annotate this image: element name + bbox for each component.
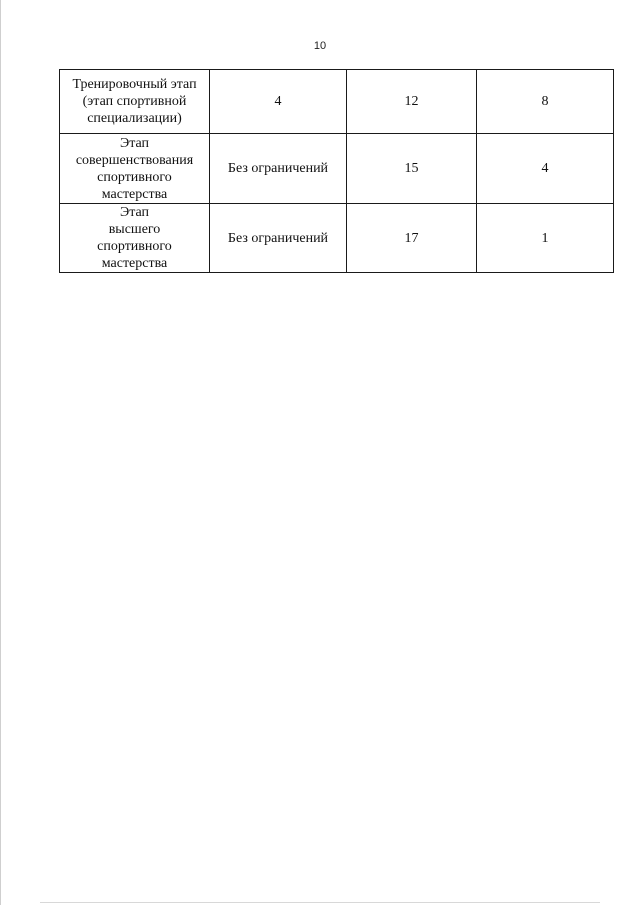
scan-edge-left — [0, 0, 1, 905]
table-cell: Без ограничений — [210, 204, 347, 273]
table-cell: 12 — [347, 70, 477, 134]
stage-name-cell: Этап высшего спортивного мастерства — [60, 204, 210, 273]
table-cell: 4 — [210, 70, 347, 134]
table-cell: 15 — [347, 134, 477, 204]
table-cell: 8 — [477, 70, 614, 134]
table-cell: Без ограничений — [210, 134, 347, 204]
table-cell: 4 — [477, 134, 614, 204]
scan-edge-bottom — [40, 902, 600, 903]
stage-name-cell: Тренировочный этап (этап спортивной специализации) — [60, 70, 210, 134]
page-number: 10 — [313, 40, 327, 52]
table-row — [60, 204, 614, 273]
stage-table — [59, 69, 614, 273]
table-row — [60, 70, 614, 134]
table-cell: 17 — [347, 204, 477, 273]
table-row — [60, 134, 614, 204]
stage-name-cell: Этап совершенствования спортивного мастерства — [60, 134, 210, 204]
table-cell: 1 — [477, 204, 614, 273]
